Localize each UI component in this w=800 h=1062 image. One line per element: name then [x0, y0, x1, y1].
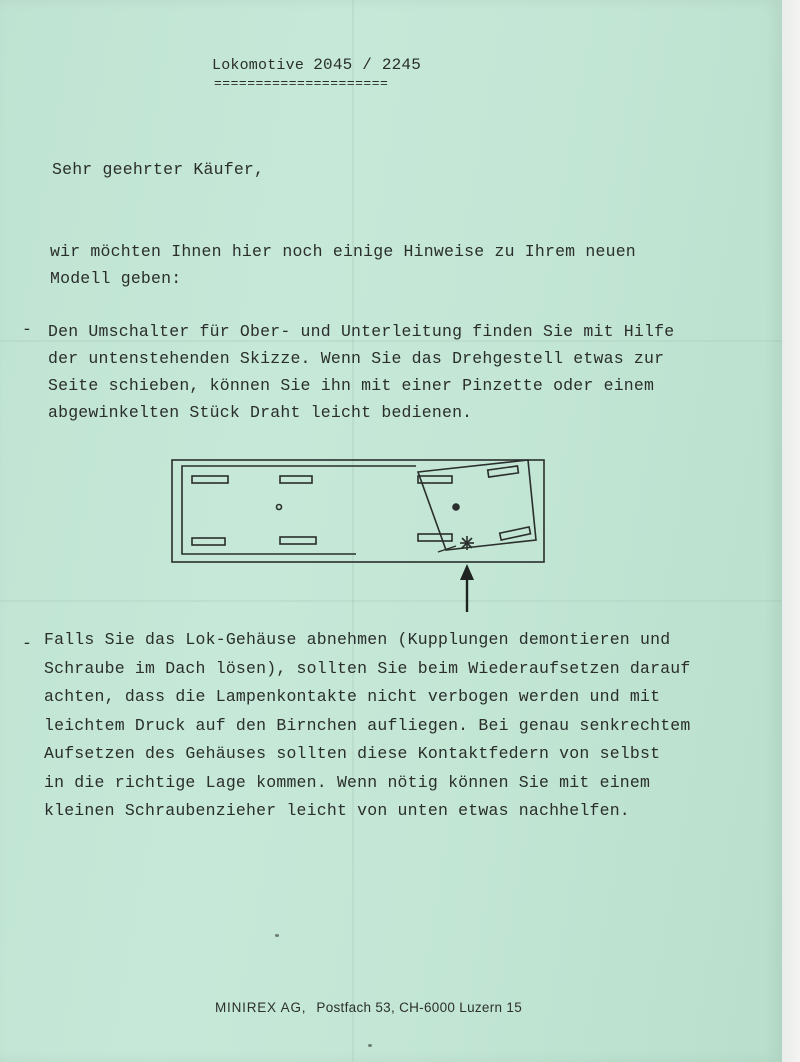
pivot-left	[277, 505, 282, 510]
switch-mark	[460, 536, 474, 550]
footer-address	[215, 1000, 522, 1015]
wheel-center-top	[280, 476, 312, 483]
paper-speck	[368, 1044, 372, 1047]
pivot-right	[453, 504, 459, 510]
bullet2-line: achten, dass die Lampenkontakte nicht verbogen werden und mit	[44, 687, 661, 706]
inner-outline-left	[182, 466, 356, 554]
bullet1-line: abgewinkelten Stück Draht leicht bedienen.	[48, 403, 473, 422]
title-numbers: 2045 / 2245	[313, 56, 422, 74]
wheel-left-top	[192, 476, 228, 483]
intro-paragraph	[50, 238, 636, 292]
bullet2-line: Schraube im Dach lösen), sollten Sie beim Wiederaufsetzen darauf	[44, 658, 691, 678]
bullet2-line: in die richtige Lage kommen. Wenn nötig können Sie mit einem	[44, 772, 651, 792]
wheel-bogie-top	[488, 466, 519, 477]
bullet2-line: leichtem Druck auf den Birnchen aufliegen. Bei genau senkrechtem	[44, 715, 691, 735]
bullet-marker: -	[22, 634, 33, 653]
bullet1-line: der untenstehenden Skizze. Wenn Sie das Drehgestell etwas zur	[48, 349, 665, 368]
locomotive-sketch	[166, 452, 552, 618]
bullet1-line: Den Umschalter für Ober- und Unterleitung finden Sie mit Hilfe	[48, 322, 675, 341]
bullet-paragraph-1	[48, 318, 674, 426]
bullet-marker: -	[22, 320, 33, 339]
arrow-up-icon	[460, 564, 474, 612]
postal-address: Postfach 53, CH-6000 Luzern 15	[316, 1000, 523, 1015]
document-title	[212, 56, 421, 74]
bullet2-line: Aufsetzen des Gehäuses sollten diese Kontaktfedern von selbst	[44, 744, 661, 763]
intro-line: wir möchten Ihnen hier noch einige Hinweise zu Ihrem neuen	[50, 242, 636, 261]
wheel-bogie-bottom	[500, 527, 531, 540]
wheel-center-bottom	[280, 537, 316, 544]
title-underline: =====================	[214, 76, 389, 91]
bullet1-line: Seite schieben, können Sie ihn mit einer Pinzette oder einem	[48, 376, 655, 395]
wheel-right-bottom	[418, 534, 452, 541]
company-name: MINIREX AG,	[215, 1000, 307, 1015]
bullet2-line: Falls Sie das Lok-Gehäuse abnehmen (Kupplungen demontieren und	[44, 630, 671, 649]
bullet-paragraph-2	[44, 626, 691, 826]
intro-line: Modell geben:	[50, 269, 182, 288]
paper-speck	[275, 934, 279, 937]
salutation: Sehr geehrter Käufer,	[52, 160, 265, 179]
wheel-right-top	[418, 476, 452, 483]
bullet2-line: kleinen Schraubenzieher leicht von unten etwas nachhelfen.	[44, 801, 630, 820]
paper-edge	[782, 0, 800, 1062]
wheel-left-bottom	[192, 538, 225, 545]
title-prefix: Lokomotive	[212, 57, 305, 74]
